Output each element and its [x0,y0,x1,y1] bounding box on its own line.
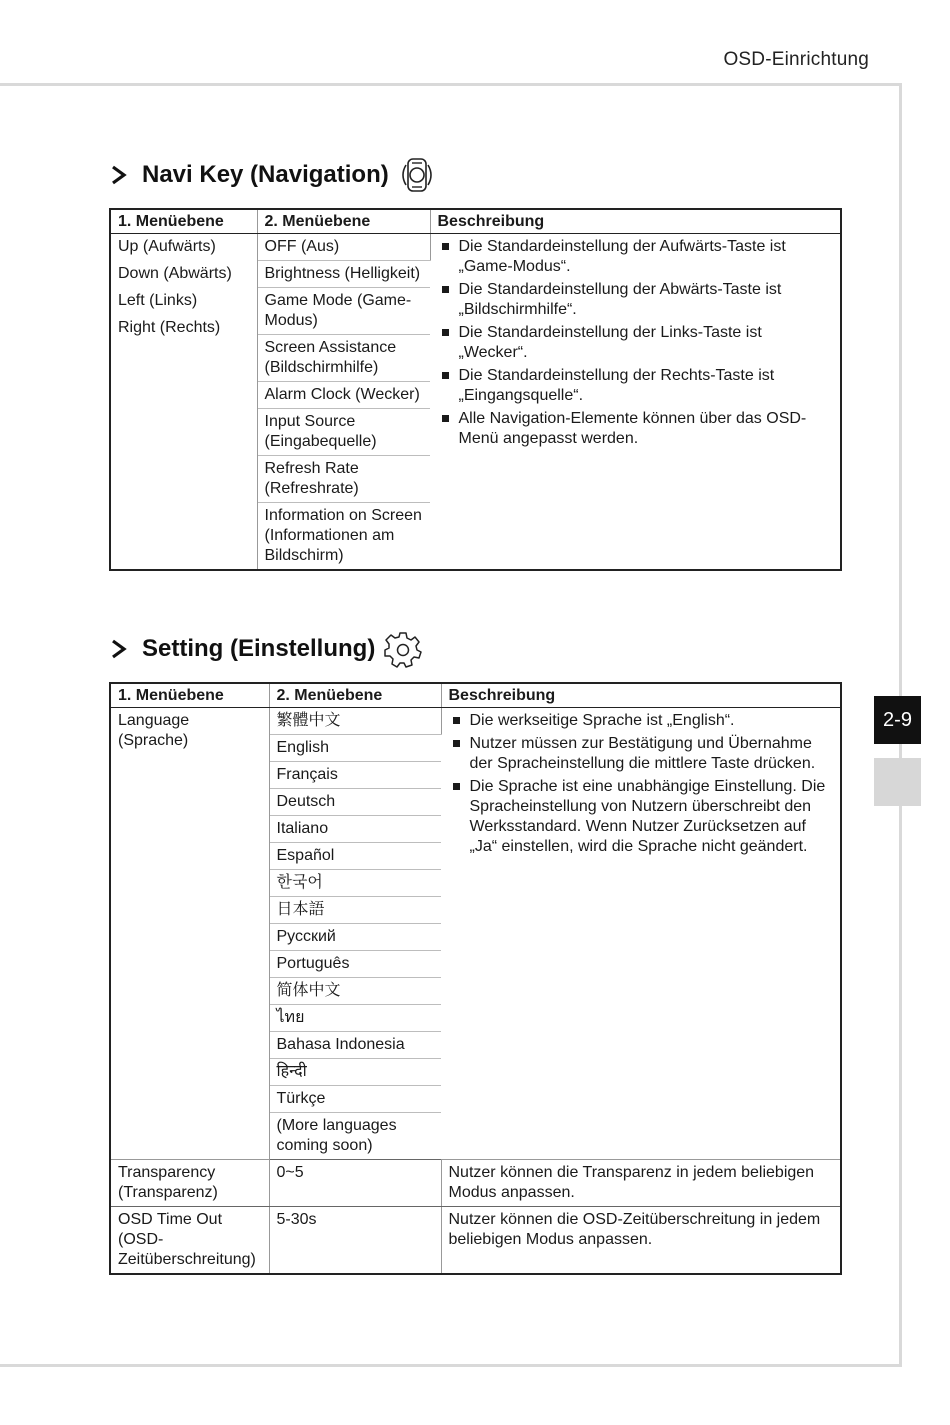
navi-description-cell [430,234,841,571]
column-header: Beschreibung [441,683,841,708]
language-option: (More languages coming soon) [269,1113,441,1160]
language-option: Deutsch [269,789,441,816]
level2-item: Input Source (Eingabequelle) [257,409,430,456]
bullet-item: Die Sprache ist eine unabhängige Einstellung. Die Spracheinstellung von Nutzern überschreibt den Werksstandard. Wenn Nutzer Zurücksetzen auf „Ja“ einstellen, wird die Sprache nicht geändert. [449,777,834,857]
level1-item: Left (Links) [118,292,198,309]
level2-item: Screen Assistance (Bildschirmhilfe) [257,335,430,382]
bullet-item: Nutzer müssen zur Bestätigung und Übernahme der Spracheinstellung die mittlere Taste drücken. [449,734,834,774]
language-option: Türkçe [269,1086,441,1113]
chevron-right-icon [110,639,128,659]
language-option: ไทย [269,1005,441,1032]
language-option: Español [269,843,441,870]
setting-table [109,682,842,1275]
navi-section-title: Navi Key (Navigation) [142,161,389,188]
language-description-cell [441,708,841,1160]
language-option: 繁體中文 [269,708,441,735]
transparency-label: Transparency (Transparenz) [110,1160,269,1207]
navi-key-table [109,208,842,571]
column-header: 1. Menüebene [110,209,257,234]
page-frame-bottom [0,1364,902,1367]
language-option: 简体中文 [269,978,441,1005]
chevron-right-icon [110,165,128,185]
side-tab-marker [874,758,921,806]
bullet-item: Die Standardeinstellung der Rechts-Taste ist „Eingangsquelle“. [438,366,834,406]
page-number-tab: 2-9 [874,696,921,744]
language-option: 한국어 [269,870,441,897]
level1-item: Down (Abwärts) [118,265,232,282]
setting-section-title: Setting (Einstellung) [142,635,376,662]
level2-item: Game Mode (Game-Modus) [257,288,430,335]
bullet-item: Die Standardeinstellung der Aufwärts-Taste ist „Game-Modus“. [438,237,834,277]
navi-section-heading [110,155,437,195]
running-header: OSD-Einrichtung [723,49,869,70]
bullet-item: Die Standardeinstellung der Links-Taste ist „Wecker“. [438,323,834,363]
language-option: English [269,735,441,762]
osd-timeout-value: 5-30s [269,1207,441,1275]
level1-item: Right (Rechts) [118,319,221,336]
column-header: 2. Menüebene [269,683,441,708]
osd-timeout-description: Nutzer können die OSD-Zeitüberschreitung in jedem beliebigen Modus anpassen. [448,1211,821,1248]
language-option: 日本語 [269,897,441,924]
level1-item: Up (Aufwärts) [118,238,216,255]
level2-item: Alarm Clock (Wecker) [257,382,430,409]
level2-item: Information on Screen (Informationen am Bildschirm) [264,507,422,564]
gear-icon [383,629,423,669]
navi-key-icon [397,155,437,195]
bullet-item: Die Standardeinstellung der Abwärts-Taste ist „Bildschirmhilfe“. [438,280,834,320]
level2-item: Refresh Rate (Refreshrate) [257,456,430,503]
column-header: 1. Menüebene [110,683,269,708]
language-option: Bahasa Indonesia [269,1032,441,1059]
navi-level1-cell [110,234,257,571]
level2-item: Brightness (Helligkeit) [257,261,430,288]
language-option: Русский [269,924,441,951]
page-frame-top [0,83,902,86]
level2-item: OFF (Aus) [257,234,430,261]
bullet-item: Die werkseitige Sprache ist „English“. [449,711,834,731]
osd-timeout-label: OSD Time Out (OSD-Zeitüberschreitung) [110,1207,269,1275]
bullet-item: Alle Navigation-Elemente können über das OSD-Menü angepasst werden. [438,409,834,449]
language-option: Português [269,951,441,978]
transparency-value: 0~5 [269,1160,441,1207]
language-option: Français [269,762,441,789]
transparency-description: Nutzer können die Transparenz in jedem beliebigen Modus anpassen. [441,1160,841,1207]
column-header: Beschreibung [430,209,841,234]
language-option: हिन्दी [269,1059,441,1086]
column-header: 2. Menüebene [257,209,430,234]
language-option: Italiano [269,816,441,843]
language-label-cell: Language (Sprache) [110,708,269,1160]
setting-section-heading [110,629,423,669]
